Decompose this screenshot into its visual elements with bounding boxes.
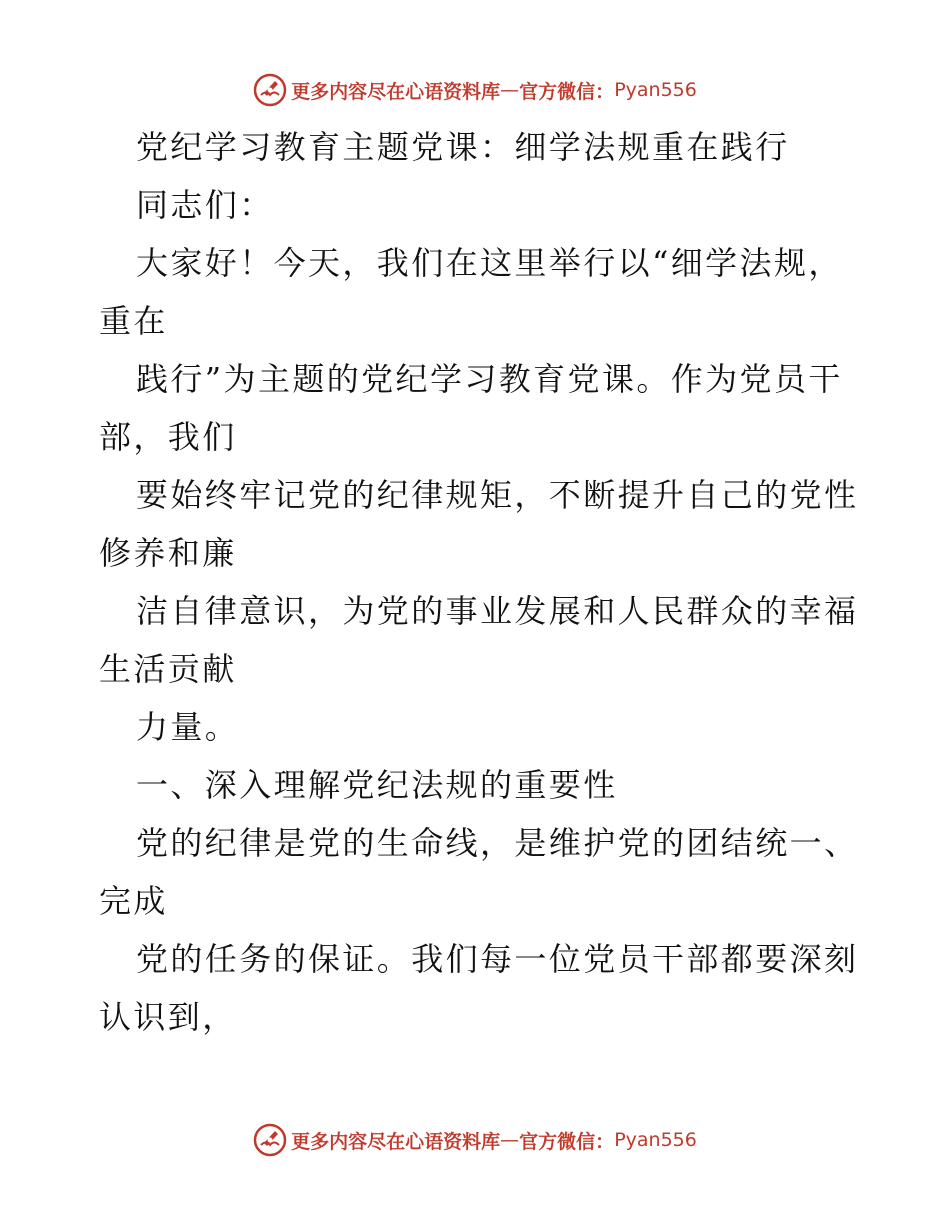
watermark-wechat-label: 官方微信： <box>519 1130 615 1153</box>
watermark-site-text: 更多内容尽在心语资料库 <box>291 1130 501 1153</box>
document-body <box>99 118 859 1046</box>
text-line: 党的任务的保证。我们每一位党员干部都要深刻 <box>136 940 859 978</box>
watermark-wechat-label: 官方微信： <box>519 80 615 103</box>
book-pen-logo-icon <box>253 73 287 107</box>
watermark-wechat-id: Pyan556 <box>614 1129 697 1151</box>
text-line: 重在 <box>99 302 168 340</box>
section-heading: 一、深入理解党纪法规的重要性 <box>136 766 618 804</box>
watermark-dash: — <box>500 1129 520 1151</box>
watermark-dash: — <box>500 79 520 101</box>
text-line: 修养和廉 <box>99 534 237 572</box>
footer-watermark <box>0 1122 950 1158</box>
text-line: 认识到， <box>99 998 237 1036</box>
text-line: 党的纪律是党的生命线，是维护党的团结统一、 <box>136 824 859 862</box>
text-line: 生活贡献 <box>99 650 237 688</box>
text-line: 完成 <box>99 882 168 920</box>
text-line: 要始终牢记党的纪律规矩，不断提升自己的党性 <box>136 476 859 514</box>
book-pen-logo-icon <box>253 1123 287 1157</box>
text-line: 大家好！今天，我们在这里举行以“细学法规， <box>136 244 843 282</box>
watermark-wechat-id: Pyan556 <box>614 79 697 101</box>
salutation: 同志们： <box>136 186 274 224</box>
text-line: 践行”为主题的党纪学习教育党课。作为党员干 <box>136 360 843 398</box>
text-line: 洁自律意识，为党的事业发展和人民群众的幸福 <box>136 592 859 630</box>
text-line: 力量。 <box>136 708 240 746</box>
text-line: 部，我们 <box>99 418 237 456</box>
document-title: 党纪学习教育主题党课：细学法规重在践行 <box>136 128 790 166</box>
header-watermark <box>0 72 950 108</box>
watermark-site-text: 更多内容尽在心语资料库 <box>291 80 501 103</box>
